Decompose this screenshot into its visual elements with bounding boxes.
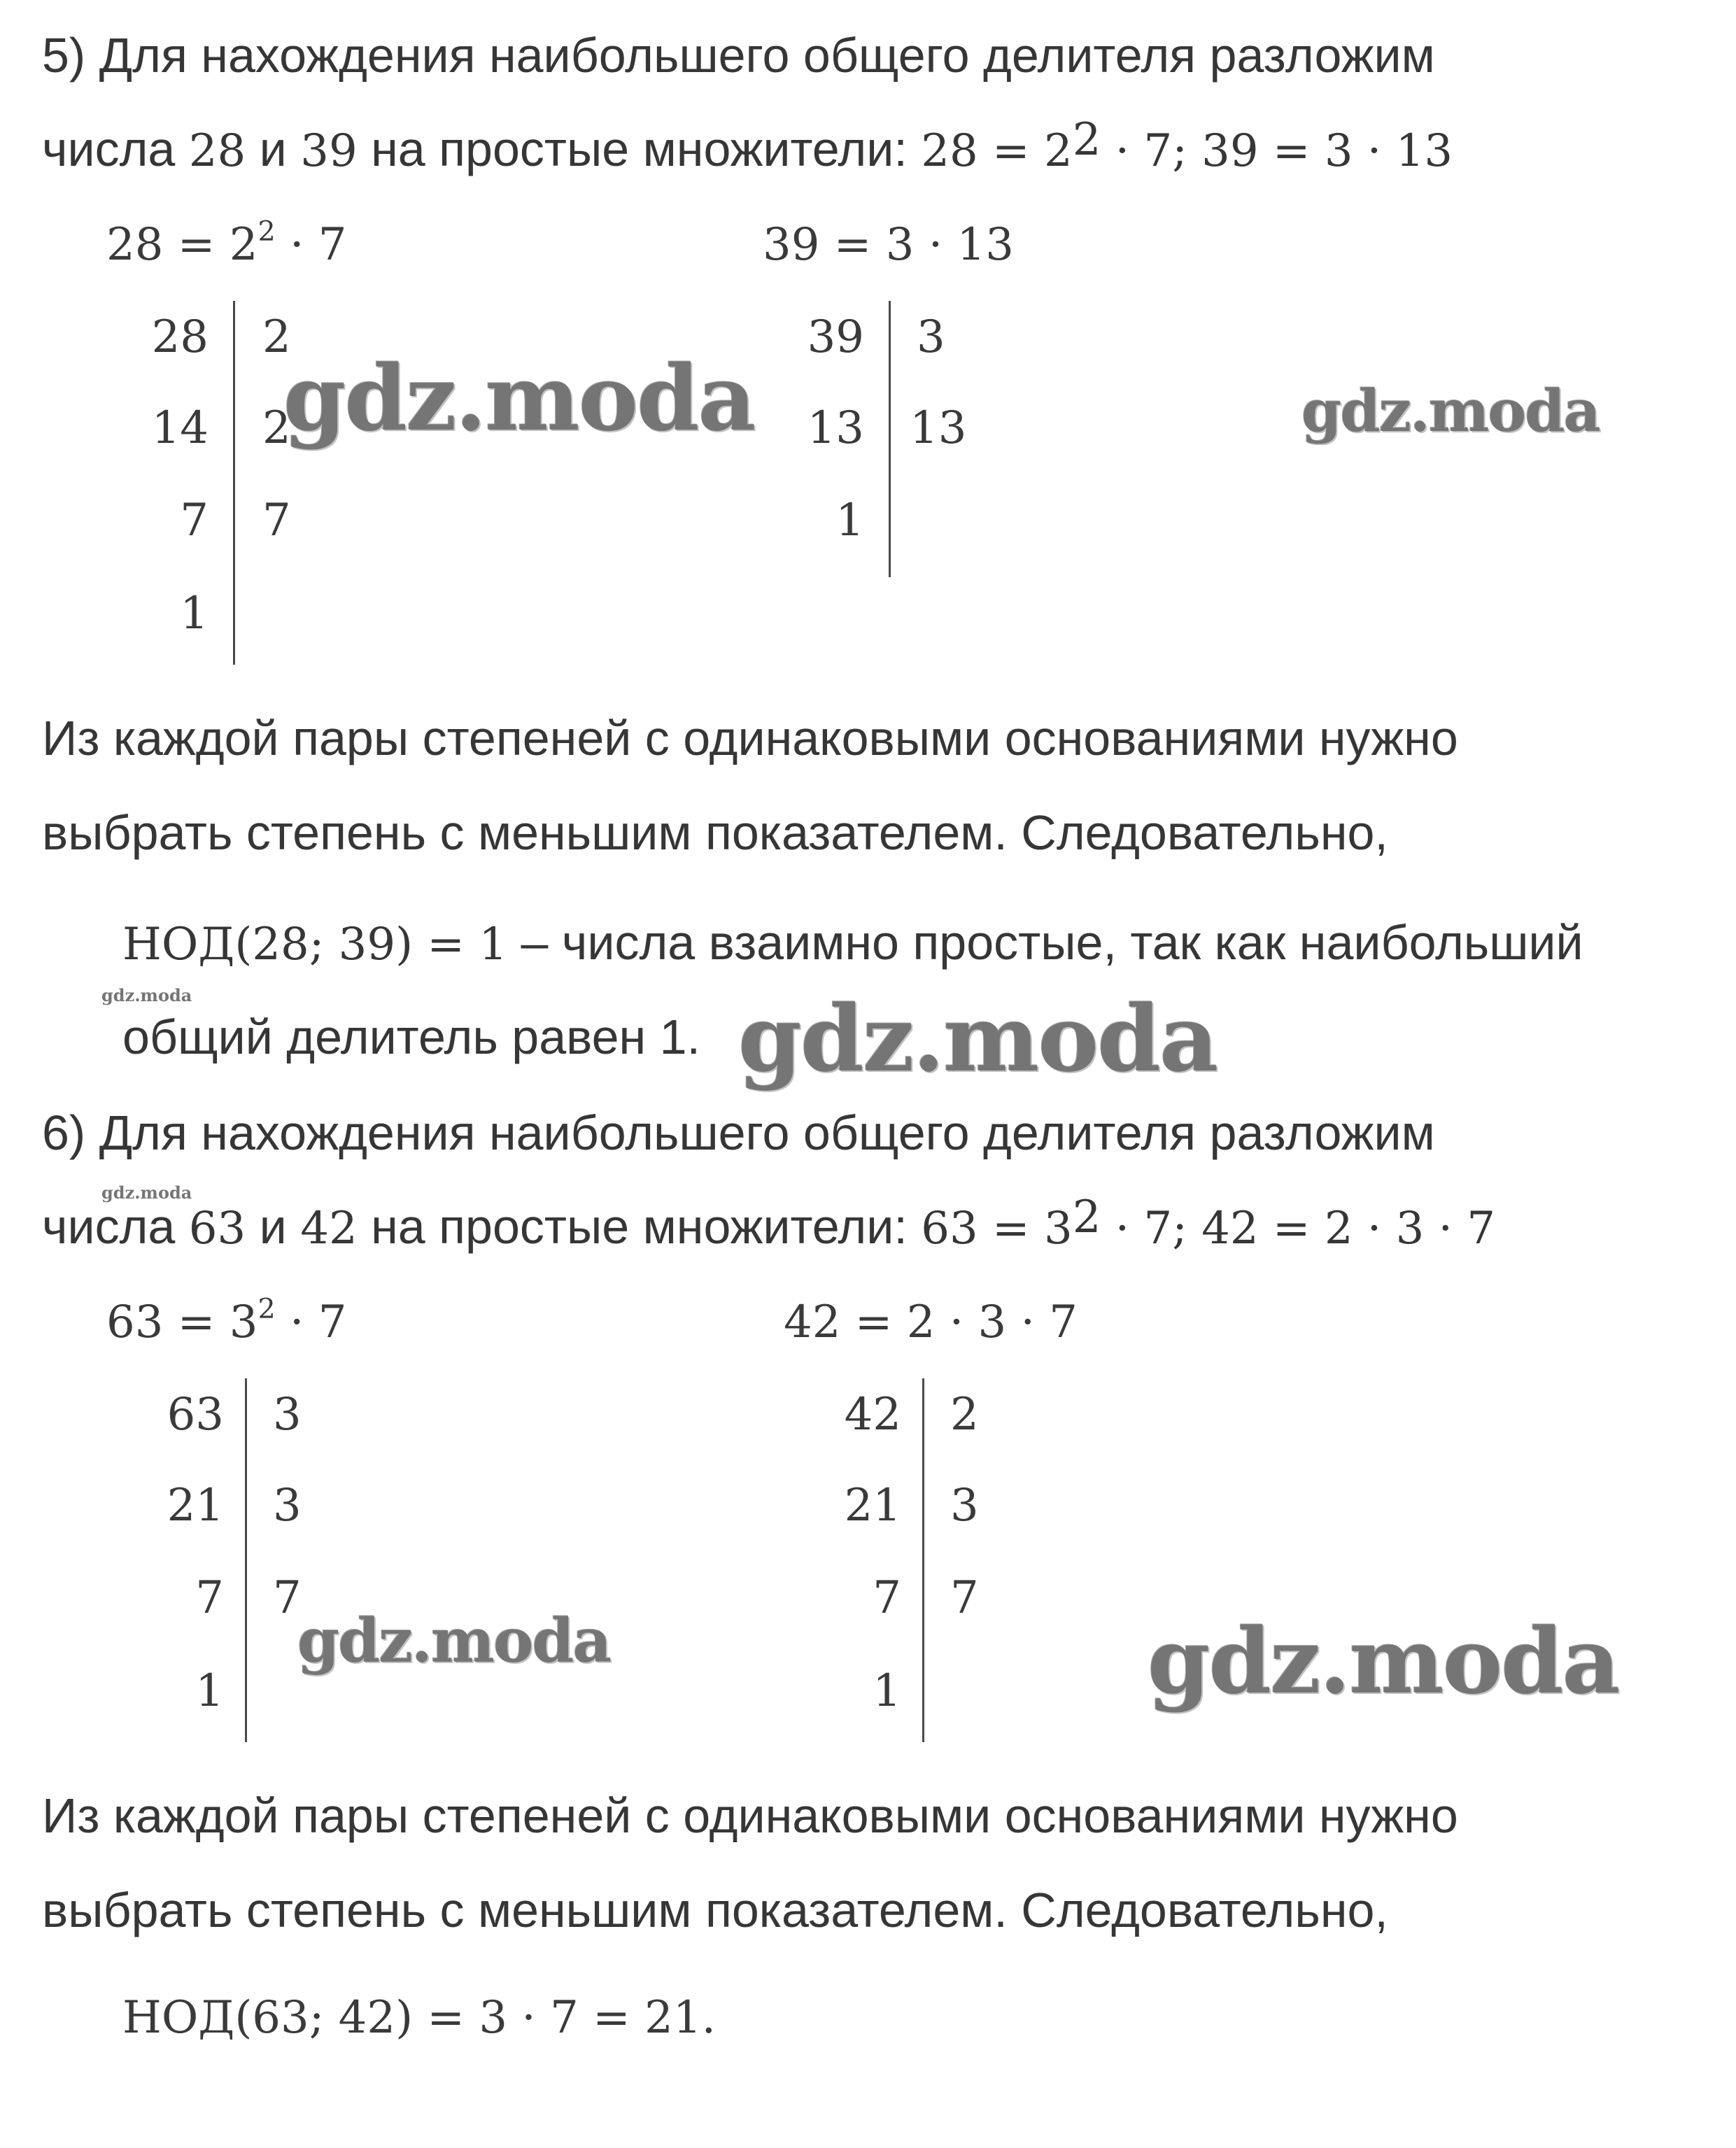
p5-conclusion-line2: выбрать степень с меньшим показателем. Следовательно, <box>42 805 1388 860</box>
watermark-logo: gdz.moda <box>1148 1609 1619 1714</box>
watermark-logo: gdz.moda <box>101 1182 192 1203</box>
p6-left-divider <box>245 1378 247 1742</box>
p5-right-dividend: 39 <box>807 311 864 363</box>
p5-right-dividend: 1 <box>835 495 864 546</box>
watermark-logo: gdz.moda <box>283 346 755 451</box>
p6-gcd-result: НОД(63; 42) = 3 · 7 = 21. <box>122 1992 716 2044</box>
p5-right-divisor: 13 <box>910 402 967 454</box>
p5-left-dividend: 14 <box>151 402 209 454</box>
p6-left-dividend: 21 <box>167 1480 224 1532</box>
p6-right-title: 42 = 2 · 3 · 7 <box>784 1296 1078 1348</box>
p5-right-dividend: 13 <box>807 402 864 454</box>
p6-right-divisor: 7 <box>950 1572 979 1624</box>
p6-right-divider <box>922 1378 924 1742</box>
p6-right-dividend: 42 <box>844 1389 901 1441</box>
p5-intro-line1: 5) Для нахождения наибольшего общего делителя разложим <box>42 28 1435 83</box>
p5-right-divisor: 3 <box>917 311 945 363</box>
watermark-logo: gdz.moda <box>738 985 1218 1092</box>
p5-left-dividend: 1 <box>180 588 209 640</box>
p6-left-title: $63 = 3^2 \cdot 7$ <box>106 1293 347 1348</box>
p5-left-dividend: 28 <box>151 311 209 363</box>
watermark-logo: gdz.moda <box>101 985 192 1005</box>
p6-intro-line2: числа 63 и 42 на простые множители: $63 = 3^2 \cdot 7$; 42 = 2 · 3 · 7 <box>42 1192 1496 1255</box>
p5-left-divisor: 2 <box>262 311 291 363</box>
p6-left-dividend: 7 <box>195 1572 224 1624</box>
watermark-logo: gdz.moda <box>1301 378 1600 445</box>
p6-right-divisor: 3 <box>950 1480 979 1532</box>
p6-right-divisor: 2 <box>950 1389 979 1441</box>
p5-left-dividend: 7 <box>180 495 209 546</box>
p6-left-divisor: 3 <box>273 1480 302 1532</box>
p5-conclusion-line1: Из каждой пары степеней с одинаковыми основаниями нужно <box>42 711 1458 765</box>
p6-right-dividend: 1 <box>873 1665 901 1717</box>
watermark-logo: gdz.moda <box>297 1606 611 1676</box>
p5-right-divider <box>889 301 891 577</box>
p5-left-divisor: 7 <box>262 495 291 546</box>
p6-right-dividend: 21 <box>844 1480 901 1532</box>
p6-left-dividend: 1 <box>195 1665 224 1717</box>
p6-left-divisor: 7 <box>273 1572 302 1624</box>
p6-left-divisor: 3 <box>273 1389 302 1441</box>
p5-intro-line2: числа 28 и 39 на простые множители: $28 = 2^2 \cdot 7$; 39 = 3 · 13 <box>42 114 1453 177</box>
p6-intro-line1: 6) Для нахождения наибольшего общего делителя разложим <box>42 1105 1435 1160</box>
p6-conclusion-line1: Из каждой пары степеней с одинаковыми основаниями нужно <box>42 1788 1458 1843</box>
p6-left-dividend: 63 <box>167 1389 224 1441</box>
p6-conclusion-line2: выбрать степень с меньшим показателем. Следовательно, <box>42 1883 1388 1937</box>
p5-gcd-line2: общий делитель равен 1. <box>122 1010 700 1064</box>
p5-right-title: 39 = 3 · 13 <box>763 219 1014 271</box>
p5-left-divisor: 2 <box>262 402 291 454</box>
p5-left-title: $28 = 2^2 \cdot 7$ <box>106 215 347 271</box>
p5-left-divider <box>233 301 235 665</box>
p6-right-dividend: 7 <box>873 1572 901 1624</box>
p5-gcd-line1: НОД(28; 39) = 1 – числа взаимно простые, так как наибольший <box>122 915 1583 970</box>
